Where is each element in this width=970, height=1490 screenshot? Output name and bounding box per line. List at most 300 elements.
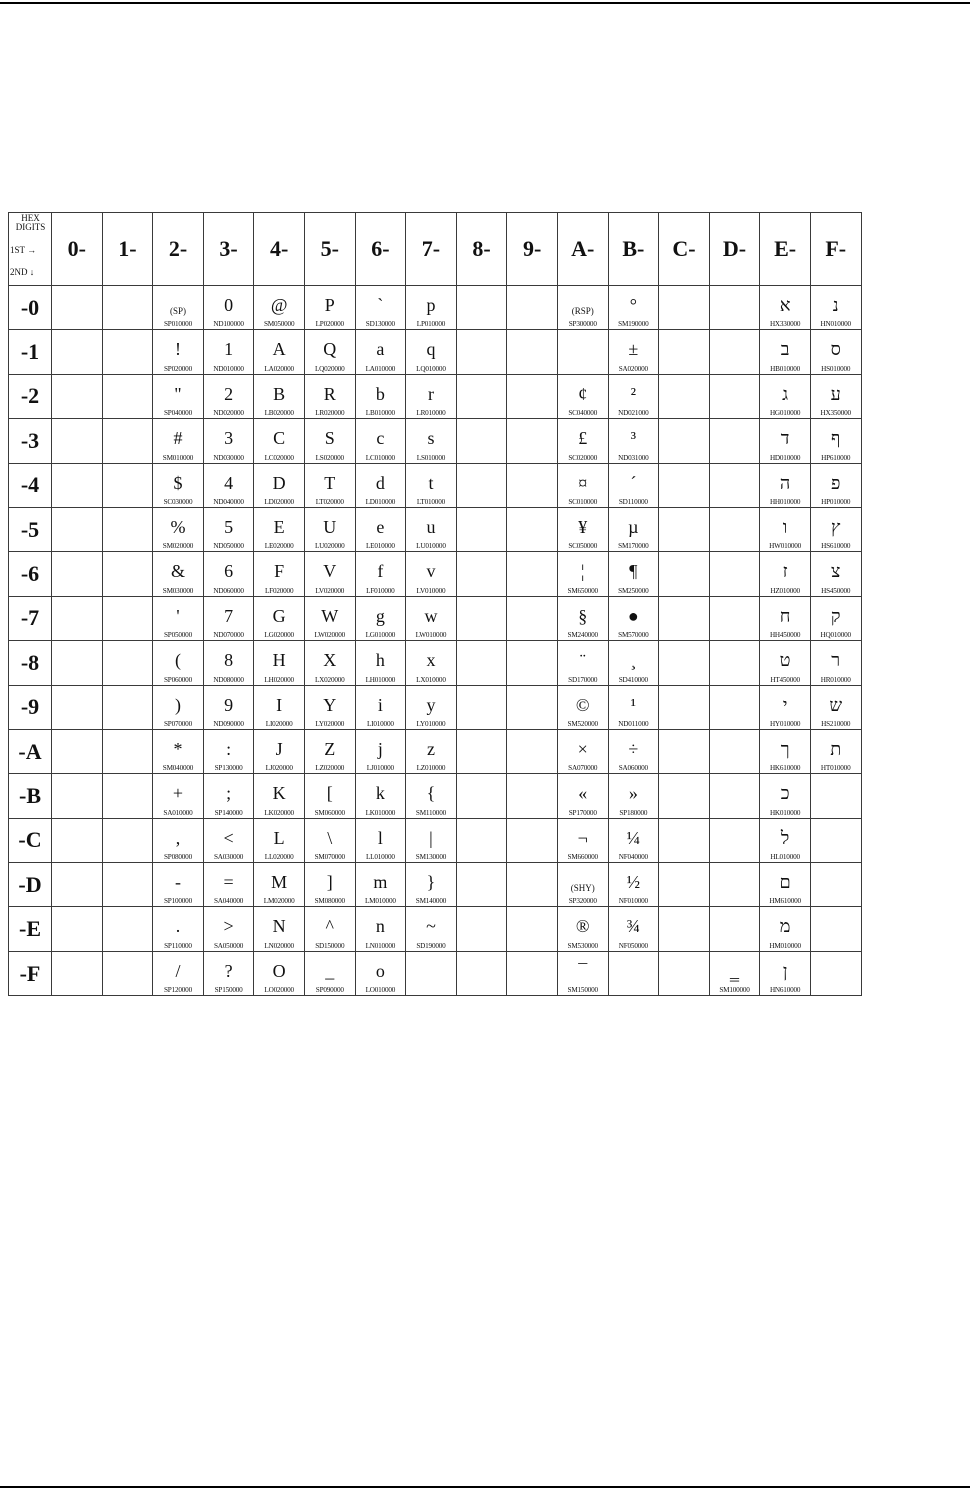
glyph: * — [173, 738, 183, 759]
glyph-id-code: HT010000 — [820, 764, 851, 773]
glyph: t — [428, 472, 434, 493]
glyph-id-code: LP010000 — [416, 320, 446, 329]
char-cell — [608, 374, 659, 418]
char-cell — [153, 374, 204, 418]
glyph: מ — [779, 916, 791, 937]
empty-cell — [102, 685, 153, 729]
glyph-id-code: LY010000 — [416, 719, 446, 728]
hex-digits-corner — [9, 213, 52, 286]
empty-cell — [456, 863, 507, 907]
glyph-id-code: LB010000 — [365, 409, 395, 418]
glyph: D — [272, 472, 286, 493]
char-cell — [355, 685, 406, 729]
glyph-id-code: SM530000 — [567, 941, 598, 950]
glyph: ¤ — [578, 472, 588, 493]
glyph-id-code: LM020000 — [263, 897, 295, 906]
glyph: ~ — [426, 916, 436, 937]
glyph-id-code: SP140000 — [214, 808, 243, 817]
char-cell — [203, 863, 254, 907]
glyph-id-code: SM240000 — [567, 631, 598, 640]
char-cell — [760, 907, 811, 951]
empty-cell — [507, 419, 558, 463]
glyph: z — [426, 738, 435, 759]
glyph: / — [175, 960, 181, 981]
glyph: [ — [326, 783, 333, 804]
empty-cell — [810, 774, 861, 818]
glyph: 3 — [224, 428, 234, 449]
column-header: 3- — [203, 213, 254, 286]
row-header: -D — [9, 863, 52, 907]
glyph: L — [273, 827, 285, 848]
glyph: ` — [377, 295, 384, 315]
char-cell — [810, 685, 861, 729]
char-cell — [254, 419, 305, 463]
empty-cell — [456, 729, 507, 773]
char-cell — [355, 286, 406, 330]
empty-cell — [456, 463, 507, 507]
char-cell — [608, 729, 659, 773]
glyph-id-code: SP120000 — [164, 986, 192, 995]
empty-cell — [102, 818, 153, 862]
glyph: p — [426, 295, 436, 315]
empty-cell — [456, 818, 507, 862]
char-cell — [608, 552, 659, 596]
glyph-id-code: SP300000 — [568, 320, 597, 329]
glyph-id-code: HS210000 — [821, 719, 851, 728]
char-cell — [608, 774, 659, 818]
glyph-id-code: SM020000 — [162, 542, 194, 551]
char-cell — [203, 286, 254, 330]
char-cell — [355, 951, 406, 995]
empty-cell — [52, 374, 103, 418]
glyph: (RSP) — [571, 306, 594, 316]
glyph: j — [377, 738, 383, 759]
char-cell — [203, 596, 254, 640]
char-cell — [153, 330, 204, 374]
char-cell — [810, 507, 861, 551]
glyph-id-code: LK020000 — [264, 808, 294, 817]
char-cell — [557, 641, 608, 685]
glyph: ק — [830, 605, 841, 626]
glyph: Z — [324, 738, 336, 759]
glyph-id-code: SM110000 — [415, 808, 446, 817]
column-header: 0- — [52, 213, 103, 286]
glyph-id-code: SM660000 — [567, 853, 598, 862]
char-cell — [760, 507, 811, 551]
glyph-id-code: LZ020000 — [315, 764, 345, 773]
char-cell — [557, 818, 608, 862]
glyph: ® — [575, 916, 590, 937]
char-cell — [608, 507, 659, 551]
char-cell — [254, 552, 305, 596]
glyph-id-code: LS010000 — [416, 453, 446, 462]
glyph: W — [321, 605, 339, 626]
glyph-id-code: SM070000 — [314, 853, 345, 862]
glyph: « — [578, 783, 588, 804]
char-cell — [557, 286, 608, 330]
glyph-id-code: SP080000 — [164, 853, 192, 862]
char-cell — [153, 286, 204, 330]
empty-cell — [456, 330, 507, 374]
empty-cell — [709, 641, 760, 685]
glyph: y — [426, 694, 436, 715]
glyph-id-code: LH010000 — [365, 675, 396, 684]
empty-cell — [102, 552, 153, 596]
char-cell — [254, 729, 305, 773]
glyph-id-code: ND070000 — [213, 631, 244, 640]
char-cell — [153, 685, 204, 729]
char-cell — [254, 951, 305, 995]
char-cell — [810, 330, 861, 374]
glyph: ] — [326, 872, 333, 893]
char-cell — [406, 818, 457, 862]
glyph-id-code: HP610000 — [821, 453, 851, 462]
table-row — [9, 507, 862, 551]
char-cell — [203, 374, 254, 418]
glyph: O — [272, 960, 286, 981]
glyph-id-code: SA030000 — [214, 853, 244, 862]
glyph-id-code: SM130000 — [415, 853, 447, 862]
glyph-id-code: ND010000 — [213, 364, 244, 373]
glyph-id-code: SM650000 — [567, 586, 598, 595]
row-header: -F — [9, 951, 52, 995]
char-cell — [355, 552, 406, 596]
glyph: (SHY) — [570, 883, 595, 894]
empty-cell — [456, 419, 507, 463]
glyph: H — [272, 650, 286, 671]
char-cell — [254, 286, 305, 330]
char-cell — [557, 596, 608, 640]
empty-cell — [102, 330, 153, 374]
char-cell — [810, 596, 861, 640]
char-cell — [608, 463, 659, 507]
glyph: F — [274, 561, 285, 582]
char-cell — [406, 374, 457, 418]
table-row — [9, 552, 862, 596]
char-cell — [709, 951, 760, 995]
top-rule — [0, 2, 970, 4]
char-cell — [304, 552, 355, 596]
glyph: I — [276, 694, 283, 715]
char-cell — [406, 596, 457, 640]
empty-cell — [507, 641, 558, 685]
glyph: 2 — [224, 383, 234, 404]
empty-cell — [507, 685, 558, 729]
char-cell — [355, 463, 406, 507]
char-cell — [203, 951, 254, 995]
column-header: 1- — [102, 213, 153, 286]
char-cell — [760, 596, 811, 640]
glyph: © — [575, 694, 590, 715]
glyph: ס — [830, 339, 841, 360]
table-row — [9, 374, 862, 418]
char-cell — [203, 507, 254, 551]
glyph: 9 — [224, 694, 234, 715]
empty-cell — [810, 863, 861, 907]
glyph: b — [375, 383, 385, 404]
column-header: 6- — [355, 213, 406, 286]
glyph: ) — [174, 694, 181, 715]
glyph: ת — [830, 738, 842, 759]
empty-cell — [810, 951, 861, 995]
glyph-id-code: HN010000 — [820, 320, 851, 329]
char-cell — [406, 330, 457, 374]
empty-cell — [507, 729, 558, 773]
glyph-id-code: LO010000 — [365, 986, 396, 995]
glyph-id-code: SM570000 — [618, 631, 649, 640]
glyph: ÷ — [628, 738, 639, 759]
glyph-id-code: LU010000 — [416, 542, 446, 551]
empty-cell — [709, 774, 760, 818]
empty-cell — [456, 596, 507, 640]
glyph: n — [375, 916, 385, 937]
glyph: ¨ — [579, 650, 586, 671]
char-cell — [557, 374, 608, 418]
glyph: ? — [224, 960, 233, 981]
glyph-id-code: SM140000 — [415, 897, 447, 906]
glyph: x — [426, 650, 436, 671]
char-cell — [608, 596, 659, 640]
char-cell — [254, 463, 305, 507]
glyph: § — [578, 605, 588, 626]
empty-cell — [52, 552, 103, 596]
empty-cell — [709, 552, 760, 596]
glyph: R — [323, 383, 336, 404]
glyph: י — [782, 694, 788, 715]
glyph: ¹ — [630, 694, 637, 715]
glyph: ה — [779, 472, 791, 493]
char-cell — [355, 863, 406, 907]
glyph-id-code: SM250000 — [618, 586, 649, 595]
glyph-id-code: HS610000 — [821, 542, 851, 551]
empty-cell — [456, 507, 507, 551]
table-row — [9, 596, 862, 640]
glyph: ² — [630, 383, 637, 404]
char-cell — [557, 907, 608, 951]
glyph: ³ — [630, 428, 637, 449]
row-header: -0 — [9, 286, 52, 330]
empty-cell — [608, 951, 659, 995]
char-cell — [760, 818, 811, 862]
empty-cell — [659, 419, 710, 463]
glyph: S — [324, 428, 335, 449]
empty-cell — [507, 907, 558, 951]
glyph: q — [426, 339, 436, 360]
table-row — [9, 729, 862, 773]
glyph-id-code: HG010000 — [769, 409, 801, 418]
glyph: $ — [173, 472, 183, 493]
char-cell — [760, 463, 811, 507]
char-cell — [355, 374, 406, 418]
glyph-id-code: LS020000 — [315, 453, 344, 462]
empty-cell — [102, 507, 153, 551]
bottom-rule — [0, 1486, 970, 1488]
glyph: 0 — [224, 295, 234, 315]
char-cell — [304, 685, 355, 729]
glyph-id-code: SM060000 — [314, 808, 345, 817]
glyph: a — [376, 339, 385, 360]
glyph-id-code: HD010000 — [769, 453, 801, 462]
char-cell — [254, 641, 305, 685]
row-header: -B — [9, 774, 52, 818]
glyph: £ — [578, 428, 588, 449]
glyph-id-code: ND040000 — [213, 497, 244, 506]
glyph: # — [173, 428, 183, 449]
glyph: @ — [270, 295, 288, 315]
glyph: ן — [782, 960, 788, 981]
glyph: K — [272, 783, 286, 804]
glyph-id-code: SD170000 — [568, 675, 598, 684]
corner-label-first: 1ST → — [10, 245, 37, 255]
char-cell — [203, 818, 254, 862]
glyph: + — [172, 783, 184, 804]
empty-cell — [507, 463, 558, 507]
empty-cell — [709, 818, 760, 862]
glyph-id-code: HL010000 — [770, 853, 800, 862]
empty-cell — [52, 818, 103, 862]
code-page-table — [8, 212, 862, 996]
column-header: 7- — [406, 213, 457, 286]
glyph: , — [175, 827, 181, 848]
char-cell — [203, 641, 254, 685]
glyph-id-code: LF010000 — [366, 586, 395, 595]
glyph-id-code: SA010000 — [163, 808, 193, 817]
glyph-id-code: LI020000 — [265, 719, 293, 728]
empty-cell — [102, 951, 153, 995]
glyph-id-code: LJ020000 — [265, 764, 293, 773]
row-header: -1 — [9, 330, 52, 374]
glyph-id-code: LL020000 — [264, 853, 294, 862]
empty-cell — [52, 951, 103, 995]
empty-cell — [709, 374, 760, 418]
char-cell — [254, 507, 305, 551]
glyph-id-code: SP150000 — [214, 986, 243, 995]
glyph: ל — [780, 827, 790, 848]
char-cell — [406, 641, 457, 685]
glyph: (SP) — [169, 306, 186, 316]
glyph-id-code: SM080000 — [314, 897, 345, 906]
glyph: 8 — [224, 650, 234, 671]
char-cell — [254, 863, 305, 907]
char-cell — [810, 729, 861, 773]
char-cell — [153, 951, 204, 995]
empty-cell — [507, 818, 558, 862]
glyph-id-code: LO020000 — [264, 986, 294, 995]
char-cell — [304, 863, 355, 907]
glyph: ט — [779, 650, 791, 671]
empty-cell — [52, 729, 103, 773]
glyph-id-code: SC050000 — [568, 542, 598, 551]
row-header: -E — [9, 907, 52, 951]
glyph: ם — [779, 872, 791, 893]
glyph: m — [373, 872, 388, 893]
char-cell — [153, 729, 204, 773]
char-cell — [760, 641, 811, 685]
row-header: -4 — [9, 463, 52, 507]
glyph-id-code: HS450000 — [821, 586, 851, 595]
glyph-id-code: LT020000 — [315, 497, 344, 506]
empty-cell — [810, 818, 861, 862]
char-cell — [557, 774, 608, 818]
empty-cell — [52, 596, 103, 640]
glyph-id-code: LG020000 — [264, 631, 294, 640]
glyph: ך — [780, 738, 790, 759]
glyph: ° — [629, 295, 637, 315]
empty-cell — [659, 374, 710, 418]
char-cell — [608, 818, 659, 862]
table-row — [9, 641, 862, 685]
char-cell — [304, 507, 355, 551]
char-cell — [608, 685, 659, 729]
glyph-id-code: SM190000 — [618, 320, 649, 329]
empty-cell — [52, 641, 103, 685]
glyph: V — [323, 561, 337, 582]
glyph: נ — [832, 295, 839, 315]
glyph-id-code: LI010000 — [366, 719, 394, 728]
glyph-id-code: HS010000 — [821, 364, 851, 373]
char-cell — [254, 330, 305, 374]
table-row — [9, 685, 862, 729]
empty-cell — [102, 863, 153, 907]
glyph: & — [170, 561, 185, 582]
char-cell — [355, 419, 406, 463]
glyph: ¼ — [626, 827, 641, 848]
empty-cell — [102, 419, 153, 463]
glyph: i — [377, 694, 383, 715]
char-cell — [203, 729, 254, 773]
char-cell — [557, 729, 608, 773]
char-cell — [406, 552, 457, 596]
glyph-id-code: SP170000 — [568, 808, 597, 817]
glyph-id-code: NF040000 — [618, 853, 648, 862]
column-header: B- — [608, 213, 659, 286]
glyph: ף — [831, 428, 841, 449]
empty-cell — [810, 907, 861, 951]
glyph: Q — [323, 339, 337, 360]
char-cell — [355, 507, 406, 551]
column-header-row — [9, 213, 862, 286]
glyph-id-code: SM520000 — [567, 719, 598, 728]
glyph: E — [273, 516, 285, 537]
empty-cell — [507, 951, 558, 995]
glyph: ¬ — [577, 827, 588, 848]
glyph: ! — [174, 339, 181, 360]
glyph: × — [577, 738, 588, 759]
empty-cell — [659, 863, 710, 907]
table-row — [9, 330, 862, 374]
glyph: ג — [782, 383, 789, 404]
empty-cell — [659, 641, 710, 685]
char-cell — [760, 552, 811, 596]
empty-cell — [52, 685, 103, 729]
glyph-id-code: SM170000 — [618, 542, 649, 551]
glyph-id-code: LD020000 — [264, 497, 294, 506]
char-cell — [406, 685, 457, 729]
glyph-id-code: SA070000 — [568, 764, 598, 773]
glyph-id-code: LW020000 — [314, 631, 346, 640]
glyph-id-code: ND050000 — [213, 542, 244, 551]
glyph: ± — [628, 339, 639, 360]
char-cell — [608, 641, 659, 685]
char-cell — [760, 774, 811, 818]
glyph-id-code: SP060000 — [164, 675, 192, 684]
row-header: -6 — [9, 552, 52, 596]
glyph-id-code: HT450000 — [770, 675, 800, 684]
glyph-id-code: LF020000 — [264, 586, 294, 595]
glyph-id-code: HH450000 — [769, 631, 801, 640]
glyph-id-code: SC040000 — [568, 409, 598, 418]
glyph-id-code: LC010000 — [365, 453, 395, 462]
